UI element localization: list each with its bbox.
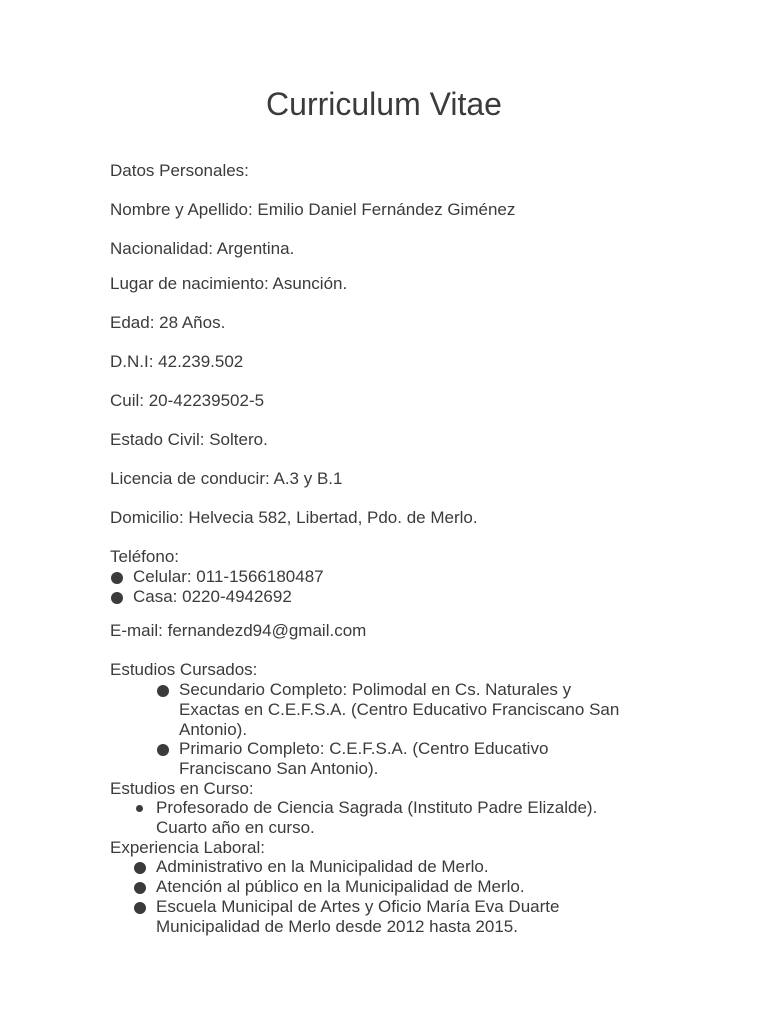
- bullet-icon: [157, 744, 169, 756]
- bullet-icon: [111, 592, 123, 604]
- email-line: E-mail: fernandezd94@gmail.com: [110, 621, 367, 640]
- age-line: Edad: 28 Años.: [110, 313, 226, 332]
- current-study-line: Profesorado de Ciencia Sagrada (Instituto Padre Elizalde).: [156, 798, 598, 817]
- experience-item-line: Atención al público en la Municipalidad de Merlo.: [156, 877, 525, 896]
- phone-mobile: Celular: 011-1566180487: [133, 567, 324, 586]
- bullet-icon: [111, 572, 123, 584]
- study-item-line: Primario Completo: C.E.F.S.A. (Centro Educativo: [179, 739, 549, 758]
- bullet-icon: [134, 862, 146, 874]
- study-item-line: Franciscano San Antonio).: [179, 759, 379, 778]
- experience-item-line: Administrativo en la Municipalidad de Merlo.: [156, 857, 489, 876]
- address-line: Domicilio: Helvecia 582, Libertad, Pdo. de Merlo.: [110, 508, 478, 527]
- study-item-line: Exactas en C.E.F.S.A. (Centro Educativo Franciscano San: [179, 700, 620, 719]
- cuil-line: Cuil: 20-42239502-5: [110, 391, 265, 410]
- current-studies-heading: Estudios en Curso:: [110, 779, 254, 798]
- license-line: Licencia de conducir: A.3 y B.1: [110, 469, 343, 488]
- birthplace-line: Lugar de nacimiento: Asunción.: [110, 274, 348, 293]
- bullet-icon: [134, 902, 146, 914]
- phone-home: Casa: 0220-4942692: [133, 587, 292, 606]
- name-line: Nombre y Apellido: Emilio Daniel Fernández Giménez: [110, 200, 516, 219]
- phone-heading: Teléfono:: [110, 547, 179, 566]
- experience-item-line: Escuela Municipal de Artes y Oficio María Eva Duarte: [156, 897, 560, 916]
- bullet-icon: [136, 805, 143, 812]
- bullet-icon: [134, 882, 146, 894]
- study-item-line: Secundario Completo: Polimodal en Cs. Naturales y: [179, 680, 572, 699]
- experience-item-line: Municipalidad de Merlo desde 2012 hasta 2015.: [156, 917, 518, 936]
- study-item-line: Antonio).: [179, 720, 248, 739]
- current-study-line: Cuarto año en curso.: [156, 818, 315, 837]
- dni-line: D.N.I: 42.239.502: [110, 352, 244, 371]
- nationality-line: Nacionalidad: Argentina.: [110, 239, 295, 258]
- experience-heading: Experiencia Laboral:: [110, 838, 265, 857]
- studies-heading: Estudios Cursados:: [110, 660, 258, 679]
- page-title: Curriculum Vitae: [266, 86, 502, 122]
- marital-status-line: Estado Civil: Soltero.: [110, 430, 268, 449]
- personal-heading: Datos Personales:: [110, 161, 249, 180]
- bullet-icon: [157, 685, 169, 697]
